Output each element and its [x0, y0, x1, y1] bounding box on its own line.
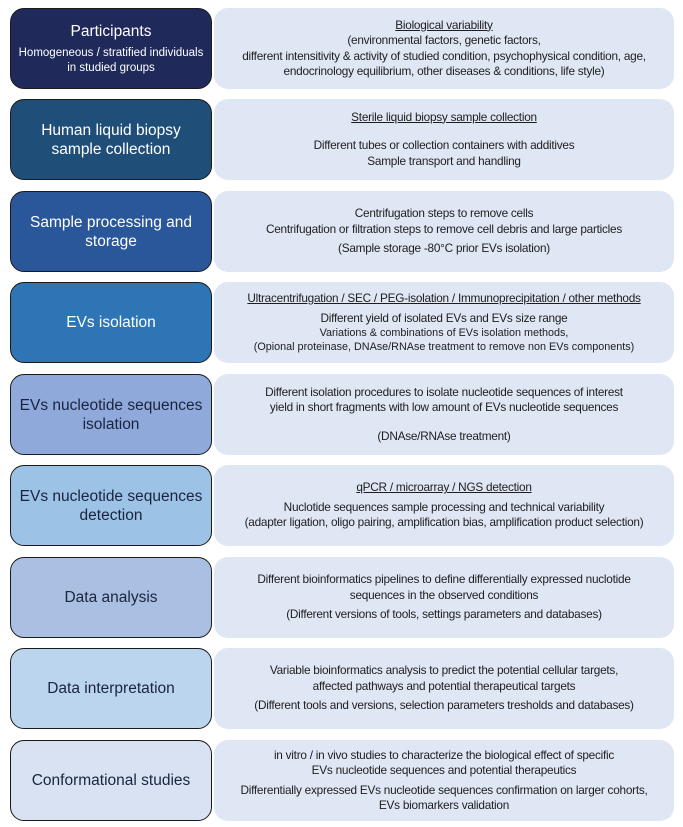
workflow-step-conformational-studies	[10, 740, 675, 821]
stage-subtitle-line: in studied groups	[67, 61, 155, 74]
detail-line: EVs nucleotide sequences and potential therapeutics	[311, 763, 577, 777]
detail-box	[214, 374, 674, 455]
stage-box	[10, 648, 212, 729]
stage-box	[10, 8, 212, 89]
workflow-step-sample-collection	[10, 99, 675, 180]
stage-title: Data interpretation	[47, 680, 175, 697]
detail-line: Different bioinformatics pipelines to define differentially expressed nuclotide	[257, 572, 631, 587]
detail-line: different intensitivity & activity of studied condition, psychophysical condition, age,	[242, 48, 646, 63]
workflow-step-participants	[10, 8, 675, 89]
stage-title-line: EVs nucleotide sequences	[19, 396, 203, 414]
stage-box	[10, 191, 212, 272]
workflow-step-sample-processing	[10, 191, 675, 272]
detail-line: Differentially expressed EVs nucleotide sequences confirmation on larger cohorts,	[240, 782, 648, 797]
stage-title	[20, 396, 203, 434]
detail-box	[214, 557, 674, 638]
stage-subtitle	[19, 46, 204, 76]
detail-box	[214, 648, 674, 729]
detail-line: Different tubes or collection containers with additives	[313, 138, 575, 153]
detail-line: sequences in the observed conditions	[349, 587, 539, 602]
detail-box	[214, 740, 674, 821]
detail-line: Variations & combinations of EVs isolation methods,	[319, 327, 569, 339]
workflow-step-data-analysis	[10, 557, 675, 638]
detail-line: Different isolation procedures to isolate nucleotide sequences of interest	[265, 384, 623, 399]
detail-line: Centrifugation steps to remove cells	[354, 206, 534, 221]
detail-line: Variable bioinformatics analysis to predict the potential cellular targets,	[269, 663, 619, 678]
stage-title-line: EVs nucleotide sequences	[19, 487, 203, 505]
stage-title-line: isolation	[82, 415, 140, 433]
stage-title	[41, 121, 181, 159]
detail-line: (Sample storage -80°C prior EVs isolation)	[338, 241, 550, 256]
detail-line: Centrifugation or filtration steps to remove cell debris and large particles	[265, 221, 623, 236]
stage-box	[10, 99, 212, 180]
stage-box	[10, 740, 212, 821]
detail-box	[214, 282, 674, 363]
stage-box	[10, 465, 212, 546]
stage-box	[10, 282, 212, 363]
detail-box	[214, 191, 674, 272]
stage-title-line: Sample processing and	[30, 213, 192, 231]
stage-title-line: storage	[85, 232, 137, 250]
stage-title: Data analysis	[64, 589, 158, 606]
detail-heading: Sterile liquid biopsy sample collection	[351, 109, 537, 124]
workflow-step-nucleotide-isolation	[10, 374, 675, 455]
detail-line: affected pathways and potential therapeutical targets	[312, 678, 576, 693]
detail-line: Different yield of isolated EVs and EVs size range	[320, 310, 568, 325]
stage-title: EVs isolation	[66, 314, 156, 331]
stage-title-line: detection	[79, 506, 143, 524]
workflow-step-nucleotide-detection	[10, 465, 675, 546]
detail-line: Sample transport and handling	[367, 153, 521, 168]
detail-line: Nuclotide sequences sample processing and technical variability	[283, 499, 605, 514]
stage-title: Conformational studies	[31, 772, 191, 789]
workflow-step-evs-isolation	[10, 282, 675, 363]
stage-box	[10, 374, 212, 455]
detail-line: (Different versions of tools, settings parameters and databases)	[286, 607, 602, 622]
detail-line: (environmental factors, genetic factors,	[347, 33, 541, 47]
stage-title: Participants	[70, 22, 152, 40]
detail-line: (Opional proteinase, DNAse/RNAse treatment to remove non EVs components)	[253, 341, 635, 353]
detail-heading: Ultracentrifugation / SEC / PEG-isolation / Immunoprecipitation / other methods	[247, 291, 641, 305]
detail-box	[214, 8, 674, 89]
stage-title	[20, 487, 203, 525]
stage-box	[10, 557, 212, 638]
detail-box	[214, 465, 674, 546]
detail-line: in vitro / in vivo studies to characterize the biological effect of specific	[273, 747, 615, 762]
detail-line: endocrinology equilibrium, other diseases & conditions, life style)	[283, 64, 605, 78]
stage-title-line: Human liquid biopsy	[41, 121, 181, 139]
detail-heading: Biological variability	[395, 17, 493, 32]
workflow-step-data-interpretation	[10, 648, 675, 729]
detail-heading: qPCR / microarray / NGS detection	[356, 480, 532, 495]
detail-line: EVs biomarkers validation	[378, 798, 510, 812]
detail-box	[214, 99, 674, 180]
stage-title-line: sample collection	[51, 140, 171, 158]
stage-subtitle-line: Homogeneous / stratified individuals	[18, 46, 204, 59]
detail-line: yield in short fragments with low amount of EVs nucleotide sequences	[269, 400, 619, 415]
stage-title	[30, 213, 192, 251]
detail-line: (DNAse/RNAse treatment)	[377, 428, 511, 443]
detail-line: (Different tools and versions, selection parameters tresholds and databases)	[254, 698, 634, 713]
detail-line: (adapter ligation, oligo pairing, amplification bias, amplification product selection)	[244, 515, 644, 530]
